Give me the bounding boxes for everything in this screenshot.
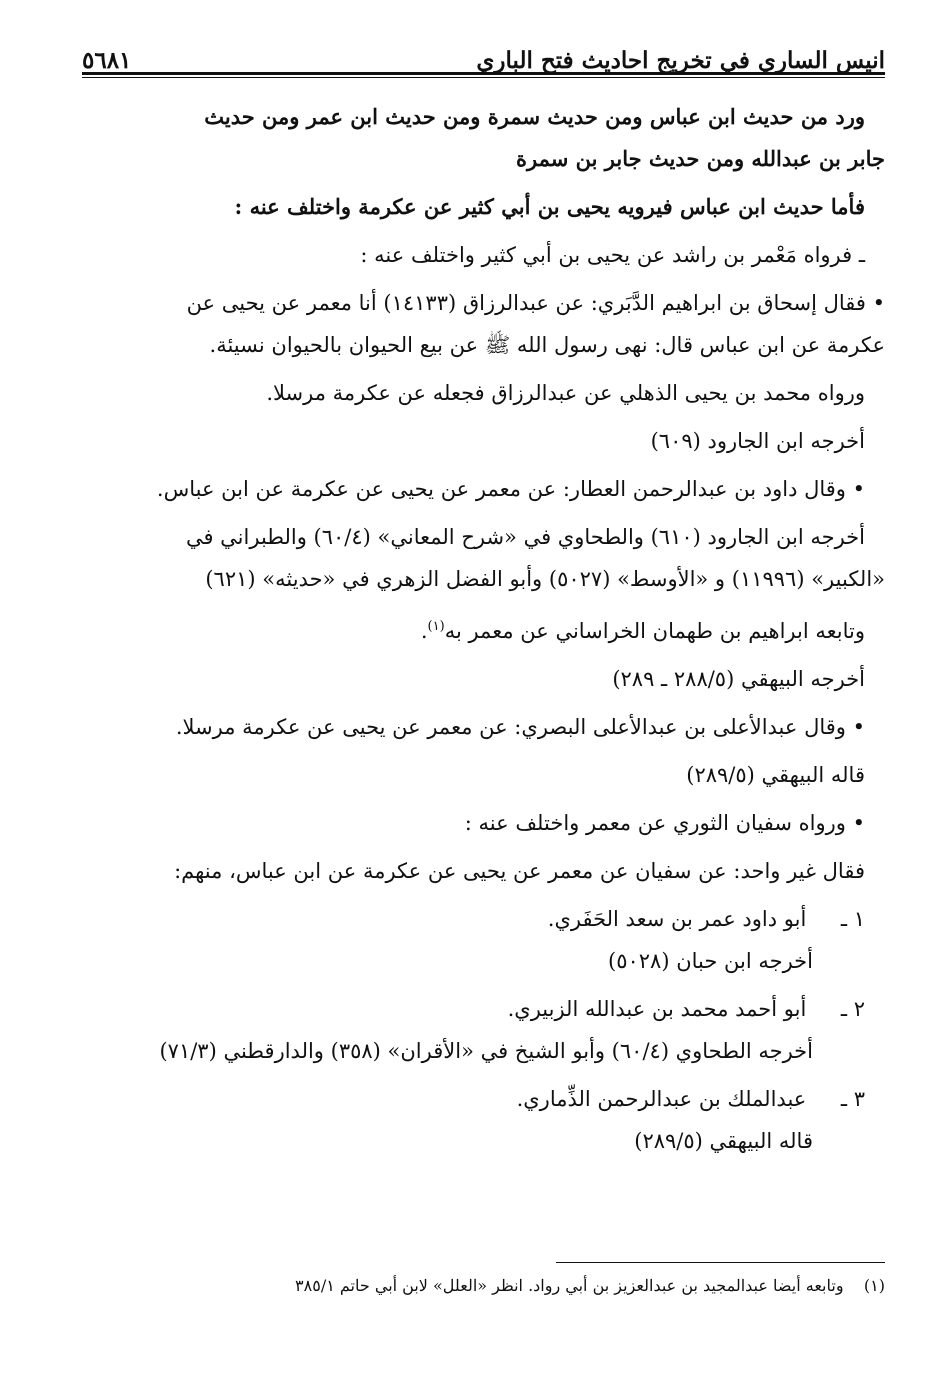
- body-text: [80, 96, 885, 1162]
- intro-line-1: ورد من حديث ابن عباس ومن حديث سمرة ومن حديث ابن عمر ومن حديث: [204, 104, 865, 129]
- paragraph-dhuhli: ورواه محمد بن يحيى الذهلي عن عبدالرزاق فجعله عن عكرمة مرسلا.: [266, 381, 865, 405]
- footnote-ref: (١): [427, 619, 445, 634]
- running-title: انيس الساري في تخريج احاديث فتح الباري: [476, 47, 885, 74]
- list-item-source: قاله البيهقي (٢٨٩/٥): [634, 1129, 813, 1153]
- header-rule-thick: [82, 72, 885, 75]
- page-header: [82, 34, 885, 74]
- footnote: [200, 1274, 885, 1298]
- paragraph-ibn-abbas: فأما حديث ابن عباس فيرويه يحيى بن أبي كثير عن عكرمة واختلف عنه :: [234, 194, 865, 219]
- intro-line-2: جابر بن عبدالله ومن حديث جابر بن سمرة: [516, 146, 885, 171]
- source-line-1: أخرجه ابن الجارود (٦١٠) والطحاوي في «شرح المعاني» (٦٠/٤) والطبراني في: [185, 525, 865, 549]
- list-item: ١ ـ أبو داود عمر بن سعد الحَفَري.: [80, 898, 885, 940]
- list-number: ١ ـ: [840, 907, 865, 931]
- list-item: ٣ ـ عبدالملك بن عبدالرحمن الذِّماري.: [80, 1078, 885, 1120]
- paragraph-mamar: ـ فرواه مَعْمر بن راشد عن يحيى بن أبي كثير واختلف عنه :: [360, 243, 865, 267]
- list-item: ٢ ـ أبو أحمد محمد بن عبدالله الزبيري.: [80, 988, 885, 1030]
- footnote-marker: (١): [863, 1276, 885, 1295]
- page-number: ٥٦٨١: [82, 47, 132, 74]
- list-item-source: أخرجه ابن حبان (٥٠٢٨): [608, 949, 813, 973]
- list-item-source: أخرجه الطحاوي (٦٠/٤) وأبو الشيخ في «الأقران» (٣٥٨) والدارقطني (٧١/٣): [159, 1039, 813, 1063]
- header-rule-thin: [82, 77, 885, 78]
- paragraph-sufyan: • ورواه سفيان الثوري عن معمر واختلف عنه :: [464, 811, 865, 835]
- paragraph-narrators: فقال غير واحد: عن سفيان عن معمر عن يحيى عن عكرمة عن ابن عباس، منهم:: [174, 859, 865, 883]
- list-number: ٢ ـ: [840, 997, 865, 1021]
- footnote-text: وتابعه أيضا عبدالمجيد بن عبدالعزيز بن أبي رواد. انظر «العلل» لابن أبي حاتم ٣٨٥/١: [295, 1276, 844, 1295]
- paragraph-dawud: • وقال داود بن عبدالرحمن العطار: عن معمر عن يحيى عن عكرمة عن ابن عباس.: [156, 477, 865, 501]
- paragraph-abd-al-ala: • وقال عبدالأعلى بن عبدالأعلى البصري: عن معمر عن يحيى عن عكرمة مرسلا.: [175, 715, 865, 739]
- paragraph-ishaq-line-2: عكرمة عن ابن عباس قال: نهى رسول الله ﷺ عن بيع الحيوان بالحيوان نسيئة.: [209, 333, 885, 357]
- footnote-rule: [556, 1262, 885, 1263]
- source-ibn-jarud: أخرجه ابن الجارود (٦٠٩): [650, 429, 865, 453]
- paragraph-ishaq-line-1: • فقال إسحاق بن ابراهيم الدَّبَري: عن عبدالرزاق (١٤١٣٣) أنا معمر عن يحيى عن: [186, 291, 885, 315]
- paragraph-ibrahim: وتابعه ابراهيم بن طهمان الخراساني عن معمر به$^{(١)}$.: [420, 619, 865, 643]
- source-bayhaqi-2: قاله البيهقي (٢٨٩/٥): [686, 763, 865, 787]
- list-number: ٣ ـ: [840, 1087, 865, 1111]
- source-line-2: «الكبير» (١١٩٩٦) و «الأوسط» (٥٠٢٧) وأبو الفضل الزهري في «حديثه» (٦٢١): [205, 567, 885, 591]
- source-bayhaqi-1: أخرجه البيهقي (٢٨٨/٥ ـ ٢٨٩): [612, 667, 865, 691]
